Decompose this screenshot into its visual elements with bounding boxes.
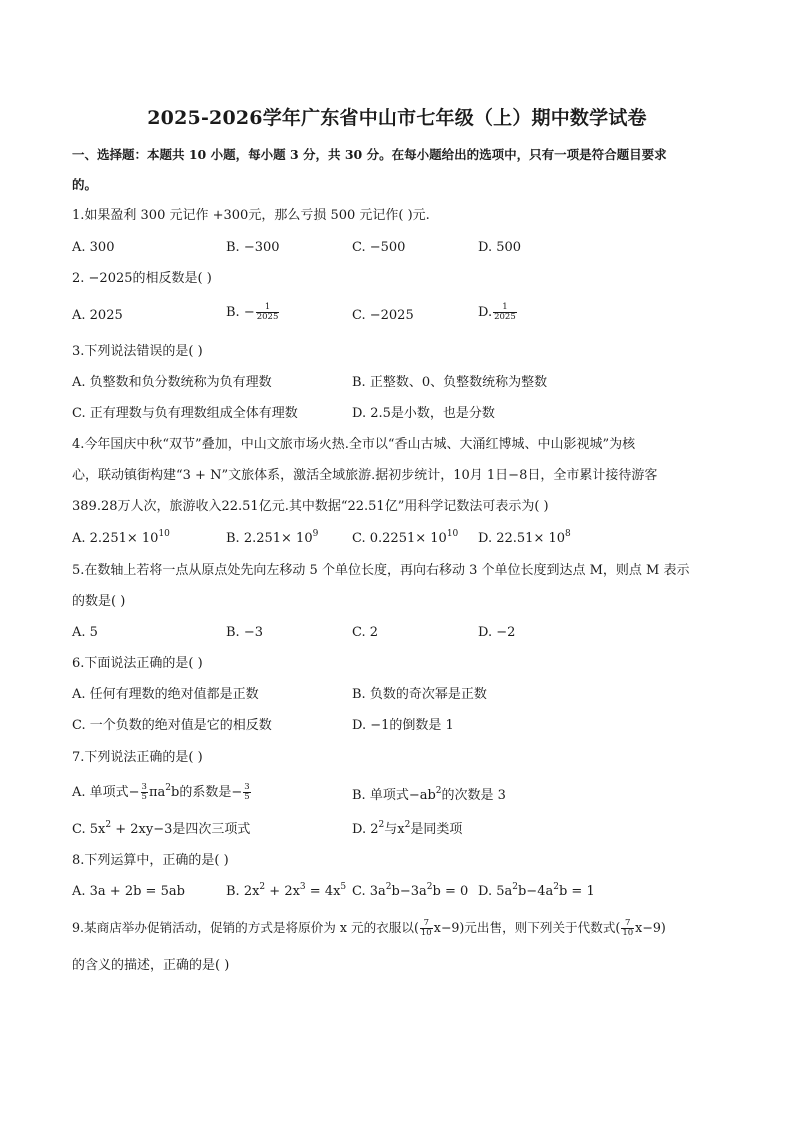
q7-option-a-fraction: [141, 783, 148, 802]
fraction-denominator: 5: [244, 792, 250, 802]
fraction-denominator: 2025: [256, 312, 279, 322]
q8-c-part: C. 3a: [352, 884, 386, 899]
q2-option-d: [478, 303, 518, 322]
q6-option-c: C. 一个负数的绝对值是它的相反数: [72, 718, 272, 733]
exponent: 2: [404, 820, 411, 830]
q8-c-part: b = 0: [432, 884, 469, 899]
fraction-numerator: 3: [244, 782, 250, 792]
exponent: 2: [512, 882, 518, 892]
q4-option-a-base: A. 2.251× 10: [72, 531, 159, 546]
q6-option-a: A. 任何有理数的绝对值都是正数: [72, 687, 259, 702]
q7-option-b: [352, 787, 506, 805]
exponent: 2: [553, 882, 559, 892]
q7-option-c-suffix: + 2xy−3是四次三项式: [111, 822, 251, 837]
q7-option-d-mid: 与x: [384, 822, 405, 837]
q4-option-c-exponent: 10: [446, 529, 459, 539]
q2-option-a: A. 2025: [72, 308, 123, 323]
fraction-denominator: 2025: [494, 312, 516, 322]
q4-option-c: [352, 530, 458, 548]
q8-b-part: B. 2x: [226, 884, 260, 899]
question-1-stem: 1.如果盈利 300 元记作 +300元，那么亏损 500 元记作( )元.: [72, 208, 430, 223]
q4-option-b: [226, 530, 318, 548]
q4-option-d: [478, 530, 571, 548]
exponent: 2: [165, 783, 171, 793]
q3-option-a: A. 负整数和负分数统称为负有理数: [72, 375, 272, 390]
exponent: 5: [340, 882, 347, 892]
fraction-numerator: 3: [141, 782, 147, 792]
q5-option-c: C. 2: [352, 625, 379, 640]
q1-option-c: C. −500: [352, 240, 406, 255]
fraction-numerator: 1: [493, 303, 517, 313]
section-heading: 一、选择题：本题共 10 小题，每小题 3 分，共 30 分。在每小题给出的选项中，只有一项是符合题目要求: [72, 147, 667, 162]
q9-part: x−9): [635, 920, 666, 935]
q8-b-part: = 4x: [305, 884, 341, 899]
q3-option-d: D. 2.5是小数，也是分数: [352, 406, 495, 421]
q7-option-c-prefix: C. 5x: [72, 822, 106, 837]
q8-option-d: [478, 883, 595, 901]
q8-b-part: + 2x: [265, 884, 300, 899]
q7-option-d-suffix: 是同类项: [410, 822, 463, 837]
q8-option-a: A. 3a + 2b = 5ab: [72, 884, 185, 899]
q2-option-d-prefix: D.: [478, 305, 493, 320]
fraction-numerator: 1: [256, 303, 280, 313]
q8-c-part: b−3a: [391, 884, 427, 899]
q3-option-b: B. 正整数、0、负整数统称为整数: [352, 375, 548, 390]
q8-option-b: [226, 883, 346, 901]
fraction-denominator: 5: [141, 792, 147, 802]
q2-option-b-prefix: B. −: [226, 305, 255, 320]
exponent: 3: [299, 882, 306, 892]
q2-option-d-fraction: [493, 303, 517, 322]
question-4-line-3: 389.28万人次，旅游收入22.51亿元.其中数据“22.51亿”用科学记数法可表示为( ): [72, 499, 549, 514]
q2-option-b-fraction: [256, 303, 280, 322]
q4-option-c-base: C. 0.2251× 10: [352, 531, 447, 546]
q9-part: x−9)元出售，则下列关于代数式(: [433, 920, 621, 935]
question-3-stem: 3.下列说法错误的是( ): [72, 344, 203, 359]
q9-part: 9.某商店举办促销活动，促销的方式是将原价为 x 元的衣服以(: [72, 920, 419, 935]
q1-option-b: B. −300: [226, 240, 280, 255]
q1-option-a: A. 300: [72, 240, 115, 255]
q7-option-a: [72, 783, 252, 802]
q3-option-c: C. 正有理数与负有理数组成全体有理数: [72, 406, 298, 421]
q9-fraction: [420, 919, 433, 938]
q7-option-a-fraction-2: [243, 783, 250, 802]
q5-option-a: A. 5: [72, 625, 98, 640]
exponent: 2: [426, 882, 433, 892]
q8-d-part: b−4a: [517, 884, 554, 899]
exponent: 2: [385, 882, 392, 892]
question-5-line-2: 的数是( ): [72, 594, 126, 609]
q1-option-d: D. 500: [478, 240, 522, 255]
question-2-stem: 2. −2025的相反数是( ): [72, 271, 212, 286]
q7-option-b-suffix: 的次数是 3: [441, 788, 506, 803]
question-6-stem: 6.下面说法正确的是( ): [72, 656, 203, 671]
fraction-denominator: 10: [622, 928, 634, 938]
question-8-stem: 8.下列运算中，正确的是( ): [72, 853, 229, 868]
question-7-stem: 7.下列说法正确的是( ): [72, 750, 203, 765]
exponent: 2: [378, 820, 385, 830]
q4-option-b-exponent: 9: [312, 529, 319, 539]
q4-option-a-exponent: 10: [158, 529, 170, 539]
question-9-line-1: [72, 919, 666, 938]
q7-option-d: [352, 821, 462, 839]
q4-option-b-base: B. 2.251× 10: [226, 531, 313, 546]
q7-option-a-text: b的系数是−: [171, 785, 243, 800]
section-heading-cont: 的。: [72, 177, 98, 192]
q4-option-d-base: D. 22.51× 10: [478, 531, 566, 546]
question-9-line-2: 的含义的描述，正确的是( ): [72, 958, 230, 973]
q5-option-b: B. −3: [226, 625, 263, 640]
q7-option-a-term: πa: [148, 785, 166, 800]
q7-option-c: [72, 821, 250, 839]
q2-option-b: [226, 303, 280, 322]
q2-option-c: C. −2025: [352, 308, 414, 323]
q5-option-d: D. −2: [478, 625, 516, 640]
q8-option-c: [352, 883, 468, 901]
q9-fraction-2: [621, 919, 634, 938]
page-title: 2025-2026学年广东省中山市七年级（上）期中数学试卷: [147, 107, 647, 129]
fraction-numerator: 7: [420, 919, 433, 929]
exponent: 2: [259, 882, 266, 892]
exponent: 2: [105, 820, 112, 830]
q4-option-a: [72, 530, 170, 548]
fraction-denominator: 10: [420, 928, 432, 938]
q7-option-a-prefix: A. 单项式−: [72, 785, 140, 800]
q6-option-b: B. 负数的奇次幂是正数: [352, 687, 487, 702]
q6-option-d: D. −1的倒数是 1: [352, 718, 454, 733]
fraction-numerator: 7: [621, 919, 634, 929]
q7-option-d-prefix: D. 2: [352, 822, 379, 837]
q7-option-b-prefix: B. 单项式−ab: [352, 788, 436, 803]
exponent: 2: [435, 786, 442, 796]
q8-d-part: b = 1: [558, 884, 595, 899]
q8-d-part: D. 5a: [478, 884, 513, 899]
question-4-line-1: 4.今年国庆中秋“双节”叠加，中山文旅市场火热.全市以“香山古城、大涌红博城、中山影视城”为核: [72, 437, 636, 452]
question-5-line-1: 5.在数轴上若将一点从原点处先向左移动 5 个单位长度，再向右移动 3 个单位长度到达点 M，则点 M 表示: [72, 563, 690, 578]
q4-option-d-exponent: 8: [565, 529, 571, 539]
question-4-line-2: 心，联动镇街构建“3 + N”文旅体系，激活全域旅游.据初步统计，10月 1日−8日，全市累计接待游客: [72, 468, 658, 483]
